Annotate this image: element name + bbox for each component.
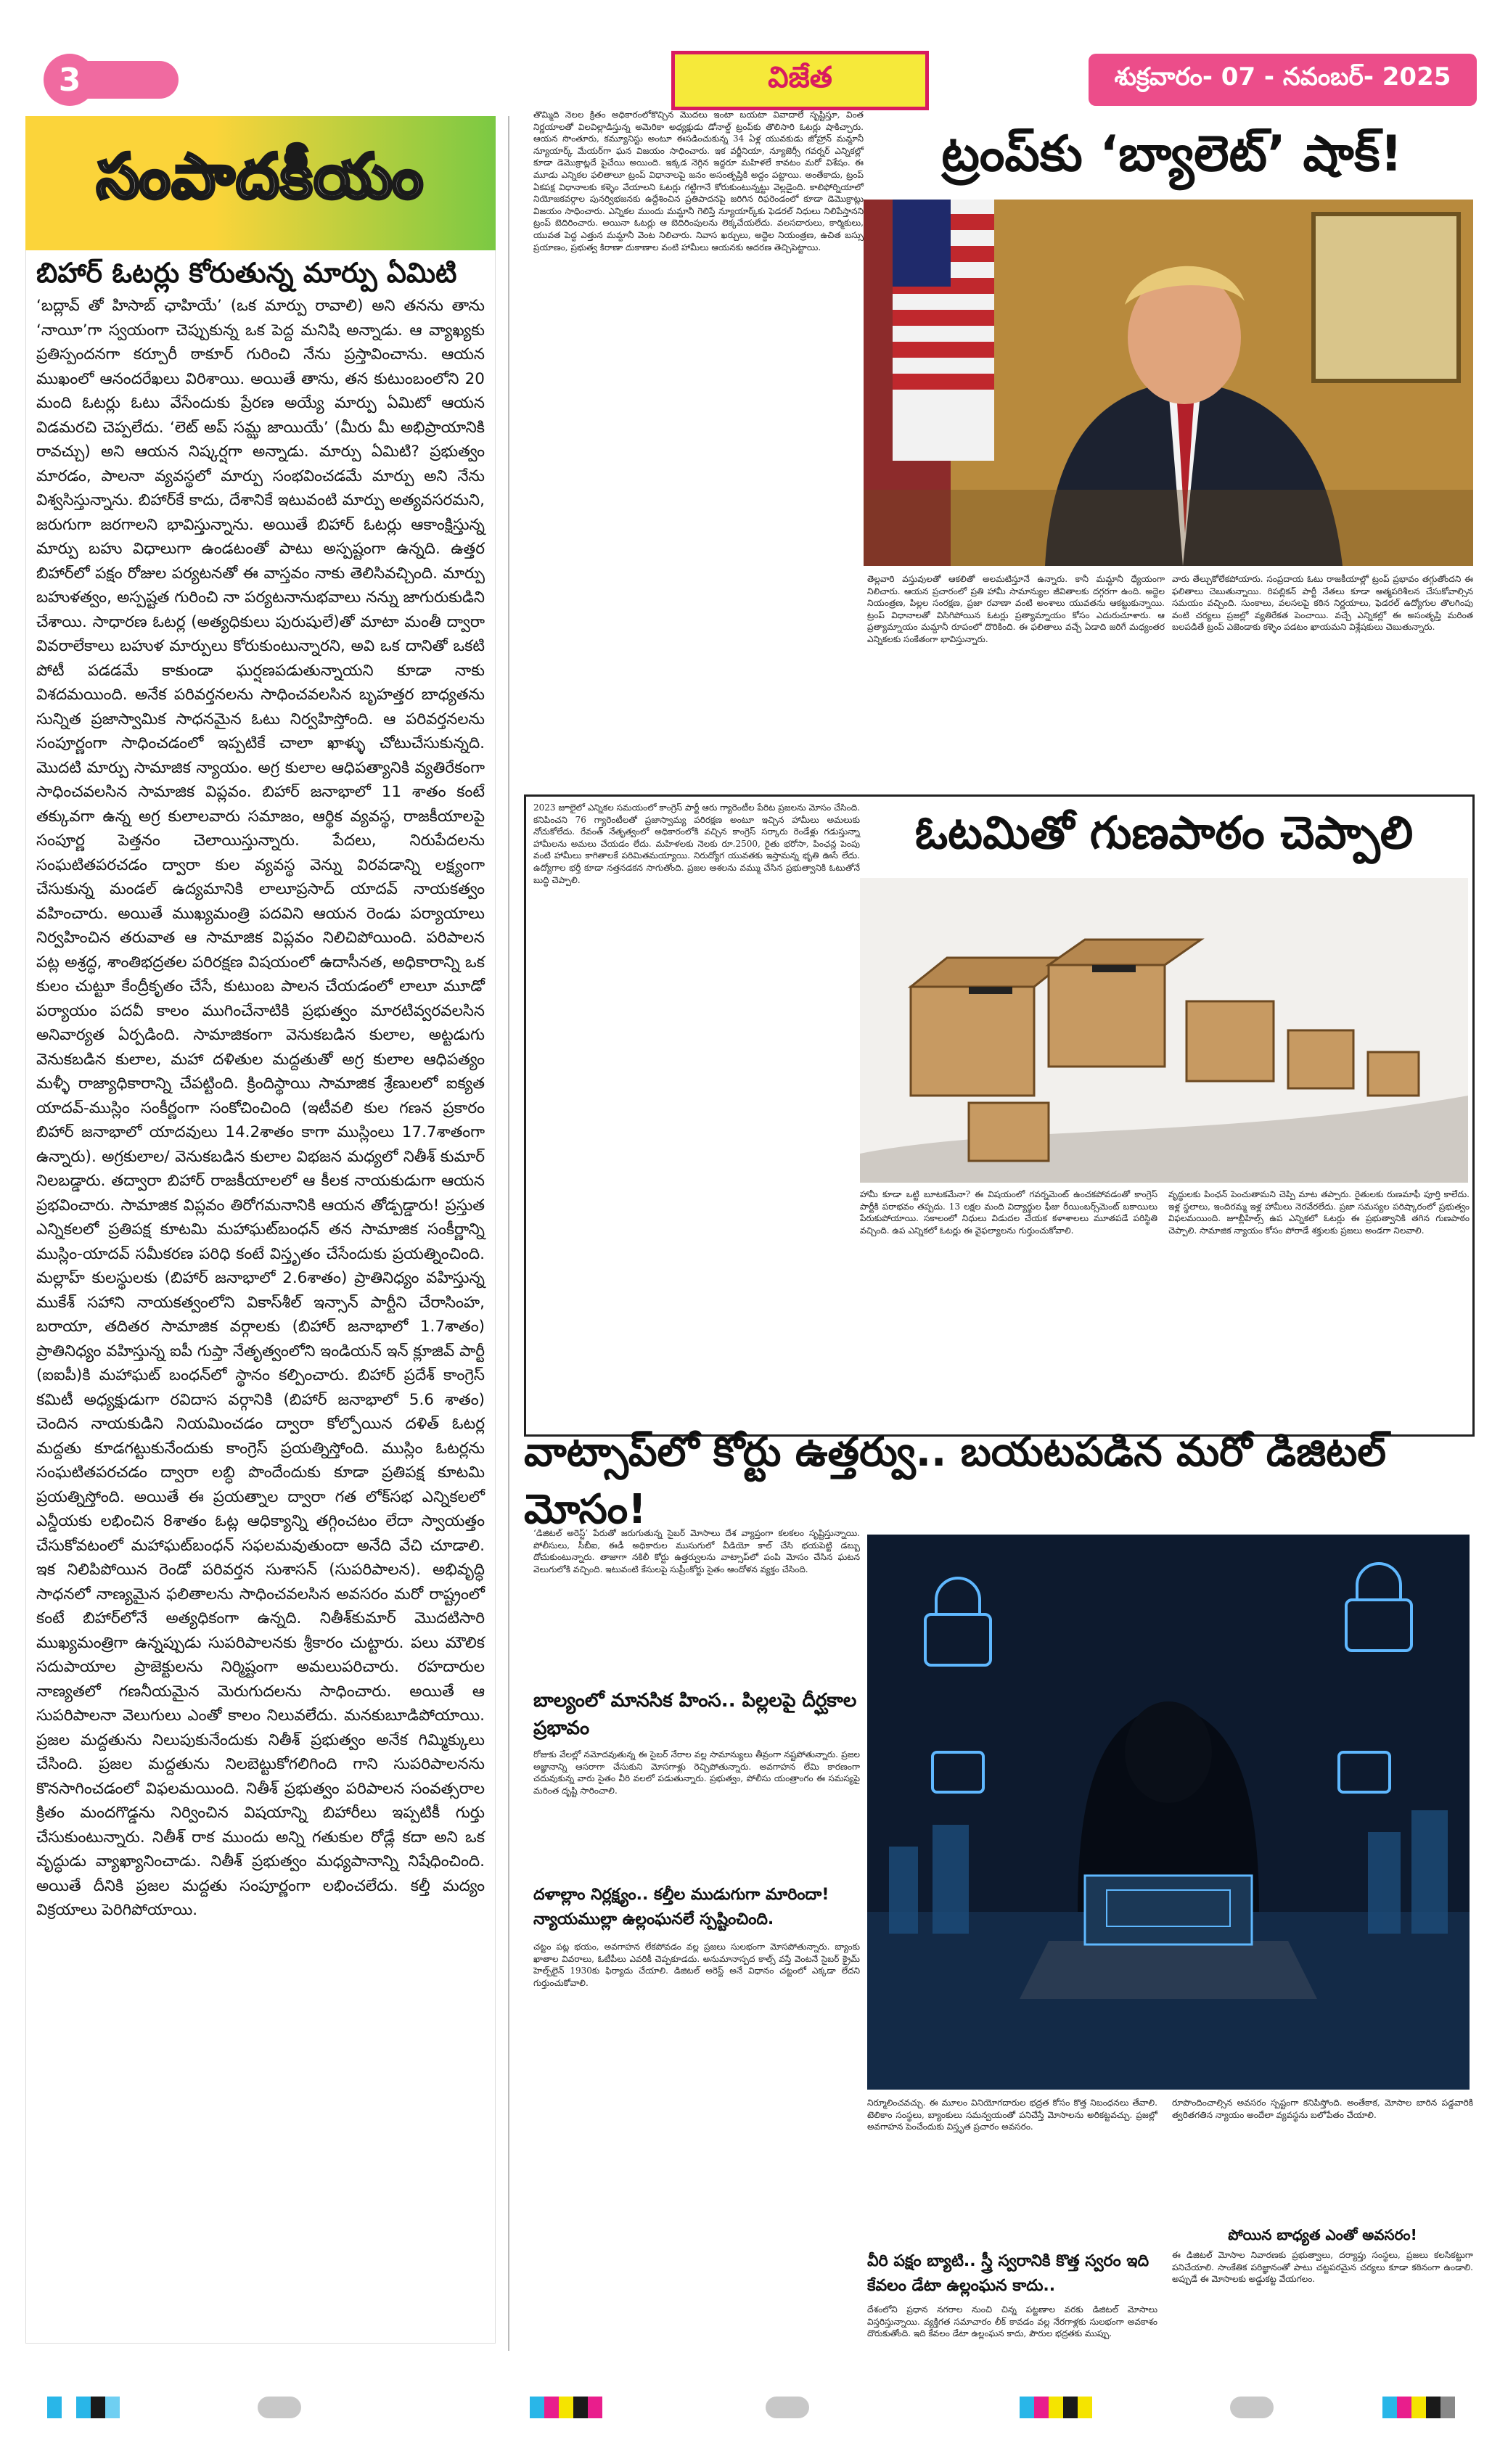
whatsapp-article-col6: రూపొందించాల్సిన అవసరం స్పష్టంగా కనిపిస్తోంది. అంతేకాక, మోసాల బారిన పడ్డవారికి త్వరితగతిన న్యాయం అందేలా వ్యవస్థను బలోపేతం చేయాలి. [1172,2098,1473,2120]
trump-article-col2: తెల్లవారి వస్తువులతో ఆకలితో అలమటిస్తూనే ఉన్నారు. కానీ మమ్దానీ ధ్యేయంగా నిలిచారు. ఆయన ప్రచారంలో ప్రతి హామీ సామాన్యుల జీవితాలకు దగ్గరగా ఉంది. అద్దెల నియంత్రణ, పిల్లల సంరక్షణ, ప్రజా రవాణా వంటి అంశాలు యువతను ఆకట్టుకున్నాయి. ట్రంప్ విధానాలతో విసిగిపోయిన ఓటర్లు ప్రత్యామ్నాయం కోసం ఎదురుచూశారు. ఆ ప్రత్యామ్నాయం మమ్దానీ రూపంలో దొరికింది. ఈ ఫలితాలు వచ్చే ఏడాది జరిగే మధ్యంతర ఎన్నికలకు సంకేతంగా భావిస్తున్నారు. [867,574,1165,644]
whatsapp-subhead-1: బాల్యంలో మానసిక హింస.. పిల్లలపై దీర్ఘకాల ప్రభావం [533,1690,857,1739]
editorial-banner [25,116,496,250]
color-registration-strip [47,2397,120,2418]
trump-headline: ట్రంప్‌కు ‘బ్యాలెట్’ షాక్! [941,125,1403,183]
whatsapp-article-col7: ఈ డిజిటల్ మోసాల నివారణకు ప్రభుత్వాలు, దర్యాప్తు సంస్థలు, ప్రజలు కలసికట్టుగా పనిచేయాలి. సాంకేతిక పరిజ్ఞానంతో పాటు చట్టపరమైన చర్యలు కూడా కఠినంగా ఉండాలి. అప్పుడే ఈ మోసాలకు అడ్డుకట్ట వేయగలం. [1172,2250,1473,2285]
registration-pill [766,2397,809,2418]
registration-pill [258,2397,301,2418]
whatsapp-headline: వాట్సాప్‌లో కోర్టు ఉత్తర్వు.. బయటపడిన మరో డిజిటల్ మోసం! [524,1428,1387,1533]
color-registration-strip [1020,2397,1092,2418]
whatsapp-article-col2: రోజుకు వేలల్లో నమోదవుతున్న ఈ సైబర్ నేరాల వల్ల సామాన్యులు తీవ్రంగా నష్టపోతున్నారు. ప్రజల అజ్ఞానాన్ని ఆసరాగా చేసుకుని మోసగాళ్లు రెచ్చిపోతున్నారు. అవగాహన లేమి కారణంగా చదువుకున్న వారు సైతం వీరి వలలో పడుతున్నారు. ప్రభుత్వం, పోలీసు యంత్రాంగం ఈ సమస్యపై మరింత దృష్టి సారించాలి. [533,1749,860,1796]
color-registration-strip [530,2397,602,2418]
whatsapp-article-col4: నిర్మూలించవచ్చు. ఈ మూలం వినియోగదారుల భద్రత కోసం కొత్త నిబంధనలు తేవాలి. టెలికాం సంస్థలు, బ్యాంకులు సమన్వయంతో పనిచేస్తే మోసాలను అరికట్టవచ్చు. ప్రజల్లో అవగాహన పెంచేందుకు విస్తృత ప్రచారం అవసరం. [867,2098,1157,2132]
trump-article-col3: వారు తేల్చుకోలేకపోయారు. సంప్రదాయ ఓటు రాజకీయాల్లో ట్రంప్ ప్రభావం తగ్గుతోందని ఈ ఫలితాలు చెబుతున్నాయి. రిపబ్లికన్ పార్టీ నేతలు కూడా ఆత్మపరిశీలన చేసుకోవాల్సిన సమయం వచ్చింది. సుంకాలు, వలసలపై కఠిన నిర్ణయాలు, ఫెడరల్ ఉద్యోగుల తొలగింపు వంటి చర్యలు ప్రజల్లో వ్యతిరేకత పెంచాయి. వచ్చే ఎన్నికల్లో ఈ అసంతృప్తి మరింత బలపడితే ట్రంప్ ఎజెండాకు కళ్ళెం పడటం ఖాయమని విశ్లేషకులు చెబుతున్నారు. [1172,574,1473,633]
color-registration-strip [1382,2397,1455,2418]
congress-article-col1: 2023 జూలైలో ఎన్నికల సమయంలో కాంగ్రెస్ పార్టీ ఆరు గ్యారెంటీల పేరిట ప్రజలను మోసం చేసింది. కనిపించని 76 గ్యారెంటీలతో ప్రజాస్వామ్య పరిరక్షణ అంటూ ఇచ్చిన హామీలు అమలుకు నోచుకోలేదు. రేవంత్ నేతృత్వంలో అధికారంలోకి వచ్చిన కాంగ్రెస్ సర్కారు రెండేళ్లు గడుస్తున్నా హామీలను అమలు చేయడం లేదు. మహిళలకు నెలకు రూ.2500, రైతు భరోసా, పింఛన్ల పెంపు వంటి హామీలు కాగితాలకే పరిమితమయ్యాయి. నిరుద్యోగ యువతకు ఇస్తామన్న భృతి ఊసే లేదు. ఉద్యోగాల భర్తీ కూడా నత్తనడకన సాగుతోంది. ప్రజల ఆశలను వమ్ము చేసిన ప్రభుత్వానికి ఓటుతోనే బుద్ధి చెప్పాలి. [533,802,860,885]
column-divider [508,116,509,2351]
whatsapp-article-col3: చట్టం పట్ల భయం, అవగాహన లేకపోవడం వల్ల ప్రజలు సులభంగా మోసపోతున్నారు. బ్యాంకు ఖాతాల వివరాలు, ఓటీపీలు ఎవరికీ చెప్పకూడదు. అనుమానాస్పద కాల్స్ వస్తే వెంటనే సైబర్ క్రైమ్ హెల్ప్‌లైన్ 1930కు ఫిర్యాదు చేయాలి. డిజిటల్ అరెస్ట్ అనే విధానం చట్టంలో ఎక్కడా లేదని గుర్తుంచుకోవాలి. [533,1942,860,1988]
editorial-body: ‘బద్లావ్ తో హిసాబ్ ఛాహియే’ (ఒక మార్పు రావాలి) అని తనను తాను ‘నాయీ’గా స్వయంగా చెప్పుకున్న ఒక పెద్ద మనిషి అన్నాడు. ఆ వ్యాఖ్యకు ప్రతిస్పందనగా కర్పూరీ ఠాకూర్ గురించి నేను ప్రస్తావించాను. ఆయన ముఖంలో ఆనందరేఖలు విరిశాయి. అయితే తాను, తన కుటుంబంలోని 20 మంది ఓటర్లు ఓటు వేసేందుకు ప్రేరణ అయ్యే మార్పు ఏమిటో ఆయన విడమరచి చెప్పలేదు. ‘లెట్ అప్ సమ్ఝ జాయియే’ (మీరు మీ అభిప్రాయానికి రావచ్చు) అని ఆయన నిష్కర్షగా అన్నాడు. మార్పు ఏమిటి? ప్రభుత్వం మారడం, పాలనా వ్యవస్థలో మార్పు సంభవించడమే మార్పు అని నేను విశ్వసిస్తున్నాను. బిహార్‌కే కాదు, దేశానికే ఇటువంటి మార్పు అత్యవసరమని, జరుగుగా జరగాలని భావిస్తున్నాను. అయితే బిహార్ ఓటర్లు ఆకాంక్షిస్తున్న మార్పు బహు విధాలుగా ఉండటంతో పాటు అస్పష్టంగా ఉన్నది. ఉత్తర బిహార్‌లో పక్షం రోజుల పర్యటనతో ఈ వాస్తవం నాకు తెలిసివచ్చింది. మార్పు బహుళత్వం, అస్పష్టత గురించి నా పర్యటనానుభవాలు నన్ను జాగురుకుడిని చేశాయి. సాధారణ ఓటర్ల (అత్యధికులు పురుషులే)తో మాటా మంతీ ద్వారా వివరాలేకాలు బహుళ మార్పులు కోరుకుంటున్నారని, అవి ఒక దానితో ఒకటి పోటీ పడడమే కాకుండా ఘర్షణపడుతున్నాయని కూడా నాకు విశదమయింది. అనేక పరివర్తనలను సాధించవలసిన బృహత్తర బాధ్యతను సున్నిత ప్రజాస్వామిక సాధనమైన ఓటు నిర్వహిస్తోంది. ఆ పరివర్తనలను సంపూర్ణంగా సాధించడంలో ఇప్పటికే చాలా ఖాళ్ళు చోటుచేసుకున్నది. మొదటి మార్పు సామాజిక న్యాయం. అగ్ర కులాల ఆధిపత్యానికి వ్యతిరేకంగా సాధించవలసిన సామాజిక విప్లవం. బిహార్ జనాభాలో 11 శాతం కంటే తక్కువగా ఉన్న అగ్ర కులాలవారు సమాజం, ఆర్థిక వ్యవస్థ, రాజకీయాలపై సంపూర్ణ పెత్తనం చెలాయిస్తున్నారు. పేదలు, నిరుపేదలను సంఘటితపరచడం ద్వారా కుల వ్యవస్థ వెన్ను విరవడాన్ని లక్ష్యంగా చేసుకున్న మండల్ ఉద్యమానికి లాలూప్రసాద్ యాదవ్ నాయకత్వం వహించారు. అయితే ముఖ్యమంత్రి పదవిని ఆయన రెండు పర్యాయాలు నిర్వహించిన తరువాత ఆ సామాజిక విప్లవం నిలిచిపోయింది. పరిపాలన పట్ల అశ్రద్ధ, శాంతిభద్రతల పరిరక్షణ విషయంలో ఉదాసీనత, అధికారాన్ని ఒక కులం చుట్టూ కేంద్రీకృతం చేసే, కుటుంబ పాలన చేయడంలో లాలూ మూడో పర్యాయం పదవీ కాలం ముగించేనాటికి ప్రభుత్వం మారటివ్వరవలసిన అనివార్యత ఏర్పడింది. సామాజికంగా వెనుకబడిన కులాల, అట్టడుగు వెనుకబడిన కులాల, మహా దళితుల మద్దతుతో అగ్ర కులాల ఆధిపత్యం మళ్ళీ రాజ్యాధికారాన్ని చేపట్టింది. క్రిందిస్థాయి సామాజిక శ్రేణులలో ఐక్యత యాదవ్-ముస్లిం సంకీర్ణంగా సంకోచించింది (ఇటీవలి కుల గణన ప్రకారం బిహార్ జనాభాలో యాదవులు 14.2శాతం కాగా ముస్లింలు 17.7శాతంగా ఉన్నారు). అగ్రకులాల/ వెనుకబడిన కులాల విభజన మధ్యలో నితీశ్ కుమార్ నిలబడ్డారు. తద్వారా బిహార్ రాజకీయాలలో ఆ కీలక నాయకుడుగా ఆయన ప్రభవించారు. సామాజిక విప్లవం తిరోగమనానికి ఆయన తోడ్పడ్డారు! ప్రస్తుత ఎన్నికలలో ప్రతిపక్ష కూటమి మహాఘట్‌బంధన్ తన సామాజిక సంకీర్ణాన్ని ముస్లిం-యాదవ్ సమీకరణ పరిధి కంటే విస్తృతం చేసేందుకు ప్రయత్నించింది. మల్లాహ్ కులస్థులకు (బిహార్ జనాభాలో 2.6శాతం) ప్రాతినిధ్యం వహిస్తున్న ముకేశ్ సహాని నాయకత్వంలోని వికాస్‌శీల్ ఇన్సాన్ పార్టీని చేరాసింహ, బరాయా, తదితర సామాజిక వర్గాలకు (బిహార్ జనాభాలో 1.7శాతం) ప్రాతినిధ్యం వహిస్తున్న ఐపీ గుప్తా నేతృత్వంలోని ఇండియన్ ఇన్ క్లూజివ్ పార్టీ (ఐఐపీ)కి మహాఘట్ బంధన్‌లో స్థానం కల్పించారు. బిహార్ ప్రదేశ్ కాంగ్రెస్ కమిటీ అధ్యక్షుడుగా రవిదాస వర్గానికి (బిహార్ జనాభాలో 5.6 శాతం) చెందిన నాయకుడిని నియమించడం ద్వారా కోల్పోయిన దళిత్ ఓటర్ల మద్దతు కూడగట్టుకునేందుకు కాంగ్రెస్ ప్రయత్నిస్తోంది. ముస్లిం ఓటర్లను సంఘటితపరచడం ద్వారా లబ్ధి పొందేందుకు కూడా ప్రతిపక్ష కూటమి ప్రయత్నిస్తోంది. అయితే ఈ ప్రయత్నాల ద్వారా గత లోక్‌సభ ఎన్నికలలో ఎన్డీయకు లభించిన 8శాతం ఓట్ల ఆధిక్యాన్ని తగ్గించటం లేదా స్వాయత్తం చేసుకోవటంలో మహాఘట్‌బంధన్ సఫలమవుతుందా అనేది వేచి చూడాలి. ఇక నిలిపిపోయిన రెండో పరివర్తన సుశాసన్ (సుపరిపాలన). అభివృద్ధి సాధనలో నాణ్యమైన ఫలితాలను సాధించవలసిన అవసరం మరో రాష్ట్రంలో కంటే బిహార్‌లోనే అత్యధికంగా ఉన్నది. నితీశ్‌కుమార్ మొదటిసారి ముఖ్యమంత్రిగా ఉన్నప్పుడు సుపరిపాలనకు శ్రీకారం చుట్టారు. పలు మౌలిక సదుపాయాల ప్రాజెక్టులను నిర్మిష్టంగా అమలుపరిచారు. రహదారుల నాణ్యతలో గణనీయమైన మెరుగుదలను సాధించారు. అయితే ఆ సుపరిపాలనా వెలుగులు ఎంతో కాలం నిలువలేదు. మనకుబూడిపోయాయి. ప్రజల మద్దతును నిలుపుకునేందుకు నితీశ్ ప్రభుత్వం అనేక గిమ్మిక్కులు చేసింది. ప్రజల మద్దతును నిలబెట్టుకోగలిగింది గాని సుపరిపాలనను కొనసాగించడంలో విఫలమయింది. నితీశ్ ప్రభుత్వం పరిపాలన సంవత్సరాల క్రితం మందగొడ్డను నిర్వించిన విషయాన్ని బిహారీలు ఇప్పటికీ గుర్తు చేసుకుంటున్నారు. నితీశ్ రాక ముందు అన్ని గతుకుల రోడ్లే కదా అని ఒక వృద్ధుడు వ్యాఖ్యానించాడు. నితీశ్ ప్రభుత్వం మధ్యపానాన్ని నిషేధించింది. అయితే దీనికి ప్రజల మద్దతు సంపూర్ణంగా లభించలేదు. కల్తీ మద్యం విక్రయాలు పెరిగిపోయాయి. [36,297,485,1919]
page-number: 3 [44,54,96,106]
registration-pill [1230,2397,1274,2418]
ballot-boxes-illustration [860,878,1468,1183]
cyber-fraud-illustration [867,1535,1470,2090]
whatsapp-subhead-4: పోయిన బాధ్యత ఎంతో అవసరం! [1228,2226,1417,2243]
date-banner: శుక్రవారం- 07 - నవంబర్- 2025 [1089,54,1477,106]
editorial-section-title: సంపాదకీయం [97,139,425,212]
whatsapp-subhead-2: దళాల్లాం నిర్లక్ష్యం.. కల్తీల ముడుగుగా మారిందా! న్యాయముల్లా ఉల్లంఘనలే స్పష్టించింది. [533,1886,829,1929]
trump-article-col1: తొమ్మిది నెలల క్రితం అధికారంలోకొచ్చిన మొదలు ఇంటా బయటా వివాదాలే సృష్టిస్తూ, వింత నిర్ణయాలతో విలవిల్లాడిస్తున్న అమెరికా అధ్యక్షుడు డోనాల్డ్ ట్రంప్‌కు తొలిసారి ఓటర్లు షాకిచ్చారు. ఆయన సొంతూరు, కమ్యూనిస్టు అంటూ ఈసడించుకున్న 34 ఏళ్ల యువకుడు జోహ్రాన్ మమ్దానీ న్యూయార్క్ మేయర్‌గా ఘన విజయం సాధించారు. ఇక వర్జీనియా, న్యూజెర్సీ గవర్నర్ ఎన్నికల్లో కూడా డెమొక్రాట్లదే పైచేయి అయింది. ఇక్కడ నెగ్గిన ఇద్దరూ మహిళలే కావటం మరో విశేషం. ఈ మూడు ఎన్నికల ఫలితాలూ ట్రంప్ విధానాలపై జనం అసంతృప్తికి అద్దం పట్టాయి. అంతేకాదు, ట్రంప్ ఏకపక్ష విధానాలకు కళ్ళెం వేయాలని ఓటర్లు గట్టిగానే కోరుకుంటున్నట్టు వెల్లడైంది. కాలిఫోర్నియాలో నియోజకవర్గాల పునర్విభజనకు ఉద్దేశించిన ప్రతిపాదనపై జరిగిన రిఫరెండంలో కూడా డెమొక్రాట్లు విజయం సాధించారు. ఎన్నికల ముందు మమ్దానీ గెలిస్తే న్యూయార్క్‌కు ఫెడరల్ నిధులు నిలిపేస్తానని ట్రంప్ బెదిరించారు. అయినా ఓటర్లు ఆ బెదిరింపులను లెక్కచేయలేదు. వలసదారులు, కార్మికులు, యువత పెద్ద ఎత్తున మమ్దానీ వెంట నిలిచారు. నివాస ఖర్చులు, అద్దెల నియంత్రణ, ఉచిత బస్సు ప్రయాణం, ప్రభుత్వ కిరాణా దుకాణాల వంటి హామీలు ఆయనకు ఆదరణ తెచ్చిపెట్టాయి. [533,110,864,252]
whatsapp-subhead-3: వీరి పక్షం బ్యాటి.. స్త్రీ స్వరానికి కొత్త స్వరం ఇది కేవలం డేటా ఉల్లంఘన కాదు.. [867,2252,1149,2295]
editorial-headline: బిహార్ ఓటర్లు కోరుతున్న మార్పు ఏమిటి [36,257,457,289]
masthead-logo: విజేత [671,51,929,110]
congress-article-col3: వృద్ధులకు పింఛన్ పెంచుతామని చెప్పి మాట తప్పారు. రైతులకు రుణమాఫీ పూర్తి కాలేదు. ఇళ్ల స్థలాలు, ఇందిరమ్మ ఇళ్ల హామీలు నెరవేరలేదు. ప్రజా సమస్యల పరిష్కారంలో ప్రభుత్వం విఫలమయింది. జూబ్లీహిల్స్ ఉప ఎన్నికలో ఓటర్లు ఈ ప్రభుత్వానికి తగిన గుణపాఠం చెప్పాలి. సామాజిక న్యాయం కోసం పోరాడే శక్తులకు ప్రజలు అండగా నిలవాలి. [1168,1189,1470,1236]
congress-article-col2: హామీ కూడా ఒట్టి బూటకమేనా? ఈ విషయంలో గవర్నమెంట్ ఉంచకపోవడంతో కాంగ్రెస్ పార్టీకి పరాభవం తప్పదు. 13 లక్షల మంది విద్యార్థుల ఫీజు రీయింబర్స్‌మెంట్ బకాయిలు పేరుకుపోయాయి. సకాలంలో నిధులు విడుదల చేయక కళాశాలలు మూతపడే పరిస్థితి వచ్చింది. ఉప ఎన్నికలో ఓటర్లు ఈ వైఫల్యాలను గుర్తుంచుకోవాలి. [860,1189,1157,1236]
whatsapp-article-col1: ‘డిజిటల్ అరెస్ట్’ పేరుతో జరుగుతున్న సైబర్ మోసాలు దేశ వ్యాప్తంగా కలకలం సృష్టిస్తున్నాయి. పోలీసులు, సీబీఐ, ఈడీ అధికారుల ముసుగులో వీడియో కాల్ చేసి భయపెట్టి డబ్బు దోచుకుంటున్నారు. తాజాగా నకిలీ కోర్టు ఉత్తర్వులను వాట్సాప్‌లో పంపి మోసం చేసిన ఘటన వెలుగులోకి వచ్చింది. ఇటువంటి కేసులపై సుప్రీంకోర్టు సైతం ఆందోళన వ్యక్తం చేసింది. [533,1528,860,1574]
trump-photo [864,200,1473,566]
congress-headline: ఓటమితో గుణపాఠం చెప్పాలి [914,806,1414,859]
whatsapp-article-col5: దేశంలోని ప్రధాన నగరాల నుంచి చిన్న పట్టణాల వరకు డిజిటల్ మోసాలు విస్తరిస్తున్నాయి. వ్యక్తిగత సమాచారం లీక్ కావడం వల్ల నేరగాళ్లకు సులభంగా అవకాశం దొరుకుతోంది. ఇది కేవలం డేటా ఉల్లంఘన కాదు, పౌరుల భద్రతకు ముప్పు. [867,2304,1157,2339]
